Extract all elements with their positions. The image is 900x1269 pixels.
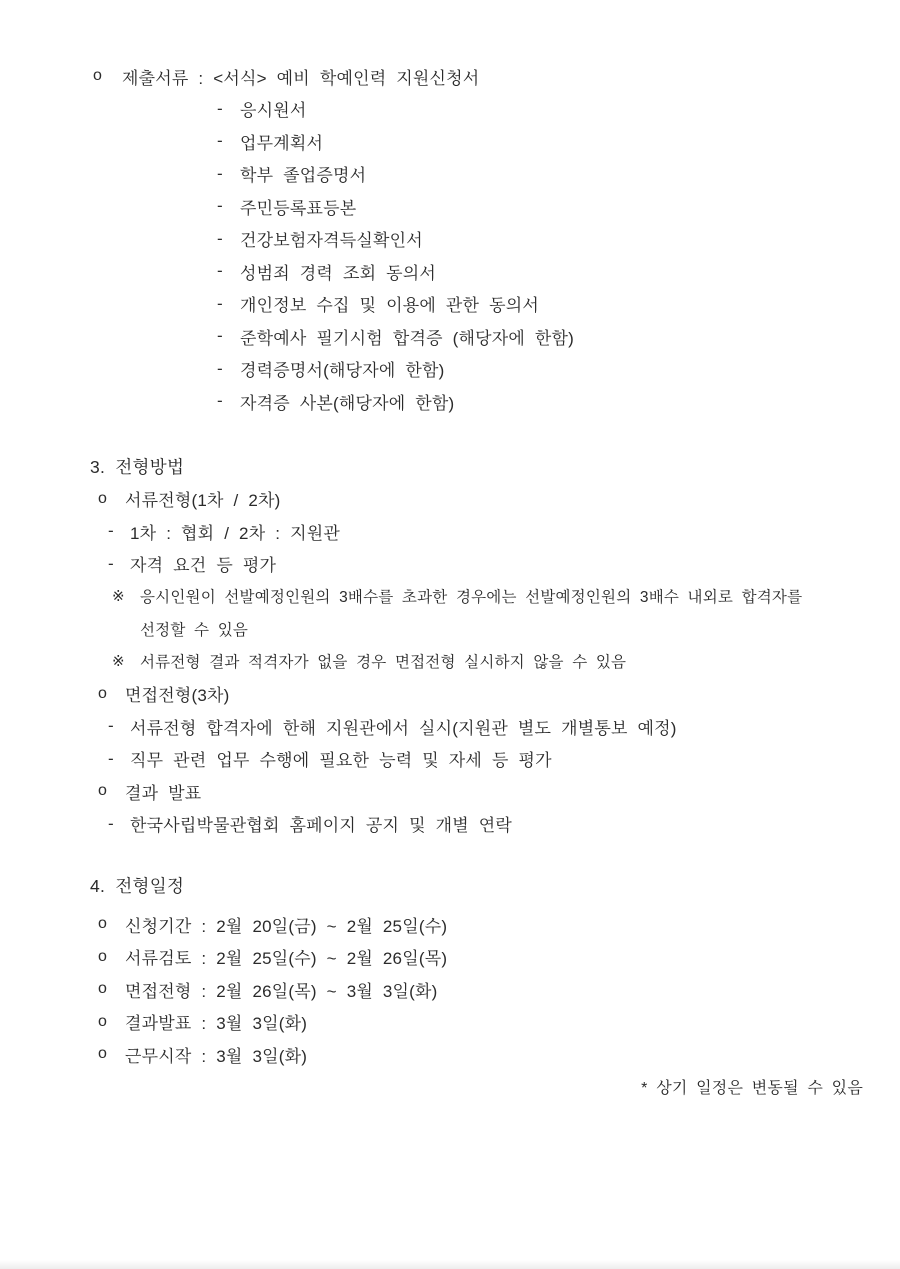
method-bullet-results bbox=[98, 775, 900, 808]
method-note-text: 응시인원이 선발예정인원의 3배수를 초과한 경우에는 선발예정인원의 3배수 내외로 합격자를 bbox=[140, 589, 803, 607]
dash-marker: - bbox=[217, 391, 223, 411]
method-dash-text: 한국사립박물관협회 홈페이지 공지 및 개별 연락 bbox=[130, 816, 513, 836]
bullet-marker: o bbox=[93, 67, 103, 85]
submission-item bbox=[217, 190, 900, 223]
document-content bbox=[90, 60, 900, 1103]
method-dash-results-announce bbox=[108, 808, 900, 841]
submission-item-text: 자격증 사본(해당자에 한함) bbox=[240, 393, 455, 413]
schedule-item-text: 신청기간 : 2월 20일(금) ~ 2월 25일(수) bbox=[125, 916, 448, 936]
bullet-marker: o bbox=[98, 947, 108, 965]
schedule-item-text: 면접전형 : 2월 26일(목) ~ 3월 3일(화) bbox=[125, 981, 438, 1001]
dash-marker: - bbox=[108, 813, 114, 833]
method-note-multiplier-cont bbox=[140, 613, 900, 646]
reference-marker: ※ bbox=[112, 588, 125, 606]
submission-item-text: 경력증명서(해당자에 한함) bbox=[240, 361, 445, 381]
dash-marker: - bbox=[217, 196, 223, 216]
method-note-text: 서류전형 결과 적격자가 없을 경우 면접전형 실시하지 않을 수 있음 bbox=[140, 654, 627, 672]
dash-marker: - bbox=[217, 293, 223, 313]
method-bullet-text: 서류전형(1차 / 2차) bbox=[125, 491, 281, 511]
method-note-multiplier bbox=[112, 580, 900, 613]
submission-item bbox=[217, 353, 900, 386]
dash-marker: - bbox=[217, 261, 223, 281]
dash-marker: - bbox=[108, 716, 114, 736]
submission-item bbox=[217, 288, 900, 321]
dash-marker: - bbox=[217, 98, 223, 118]
submission-item bbox=[217, 125, 900, 158]
bullet-marker: o bbox=[98, 489, 108, 507]
schedule-item bbox=[98, 941, 900, 974]
method-dash-interview-place bbox=[108, 710, 900, 743]
submission-item bbox=[217, 255, 900, 288]
submission-item bbox=[217, 93, 900, 126]
dash-marker: - bbox=[217, 163, 223, 183]
method-bullet-document-screening bbox=[98, 483, 900, 516]
reference-marker: ※ bbox=[112, 653, 125, 671]
submission-item-text: 응시원서 bbox=[240, 101, 307, 121]
submission-item bbox=[217, 320, 900, 353]
page-bottom-scan-shadow bbox=[0, 1260, 900, 1269]
method-dash-interview-criteria bbox=[108, 743, 900, 776]
submission-item bbox=[217, 158, 900, 191]
method-dash-text: 직무 관련 업무 수행에 필요한 능력 및 자세 등 평가 bbox=[130, 751, 552, 771]
section-heading-method bbox=[90, 450, 900, 483]
submission-item-text: 건강보험자격득실확인서 bbox=[240, 231, 423, 251]
method-dash-text: 서류전형 합격자에 한해 지원관에서 실시(지원관 별도 개별통보 예정) bbox=[130, 718, 677, 738]
schedule-item-text: 결과발표 : 3월 3일(화) bbox=[125, 1014, 308, 1034]
schedule-footnote-text: * 상기 일정은 변동될 수 있음 bbox=[641, 1080, 863, 1098]
dash-marker: - bbox=[217, 228, 223, 248]
dash-marker: - bbox=[217, 131, 223, 151]
method-note-no-qualified bbox=[112, 645, 900, 678]
schedule-item bbox=[98, 973, 900, 1006]
method-dash-text: 1차 : 협회 / 2차 : 지원관 bbox=[130, 523, 340, 543]
schedule-item bbox=[98, 1006, 900, 1039]
method-dash-text: 자격 요건 등 평가 bbox=[130, 556, 277, 576]
dash-marker: - bbox=[108, 748, 114, 768]
bullet-marker: o bbox=[98, 1012, 108, 1030]
dash-marker: - bbox=[108, 521, 114, 541]
bullet-marker: o bbox=[98, 915, 108, 933]
section-heading-text: 4. 전형일정 bbox=[90, 876, 185, 896]
submission-item-text: 개인정보 수집 및 이용에 관한 동의서 bbox=[240, 296, 539, 316]
submission-item-text: 준학예사 필기시험 합격증 (해당자에 한함) bbox=[240, 328, 574, 348]
dash-marker: - bbox=[217, 326, 223, 346]
schedule-item bbox=[98, 1038, 900, 1071]
bullet-marker: o bbox=[98, 782, 108, 800]
section-heading-schedule bbox=[90, 869, 900, 902]
section-heading-text: 3. 전형방법 bbox=[90, 456, 185, 477]
bullet-marker: o bbox=[98, 1045, 108, 1063]
schedule-item-text: 서류검토 : 2월 25일(수) ~ 2월 26일(목) bbox=[125, 949, 448, 969]
bullet-marker: o bbox=[98, 980, 108, 998]
submission-item-text: 업무계획서 bbox=[240, 133, 324, 153]
submission-documents-line bbox=[93, 60, 900, 93]
submission-item bbox=[217, 385, 900, 418]
schedule-item-text: 근무시작 : 3월 3일(화) bbox=[125, 1046, 308, 1066]
method-bullet-text: 면접전형(3차) bbox=[125, 686, 230, 706]
method-note-text: 선정할 수 있음 bbox=[140, 621, 249, 639]
submission-item-text: 주민등록표등본 bbox=[240, 198, 357, 218]
schedule-item bbox=[98, 908, 900, 941]
dash-marker: - bbox=[108, 553, 114, 573]
method-bullet-text: 결과 발표 bbox=[125, 783, 202, 803]
submission-item-text: 학부 졸업증명서 bbox=[240, 166, 367, 186]
method-dash-rounds bbox=[108, 515, 900, 548]
method-dash-criteria bbox=[108, 548, 900, 581]
dash-marker: - bbox=[217, 358, 223, 378]
submission-documents-label: 제출서류 : <서식> 예비 학예인력 지원신청서 bbox=[122, 68, 480, 88]
submission-item-text: 성범죄 경력 조회 동의서 bbox=[240, 263, 436, 283]
bullet-marker: o bbox=[98, 684, 108, 702]
submission-item bbox=[217, 223, 900, 256]
schedule-footnote bbox=[93, 1071, 900, 1104]
method-bullet-interview bbox=[98, 678, 900, 711]
